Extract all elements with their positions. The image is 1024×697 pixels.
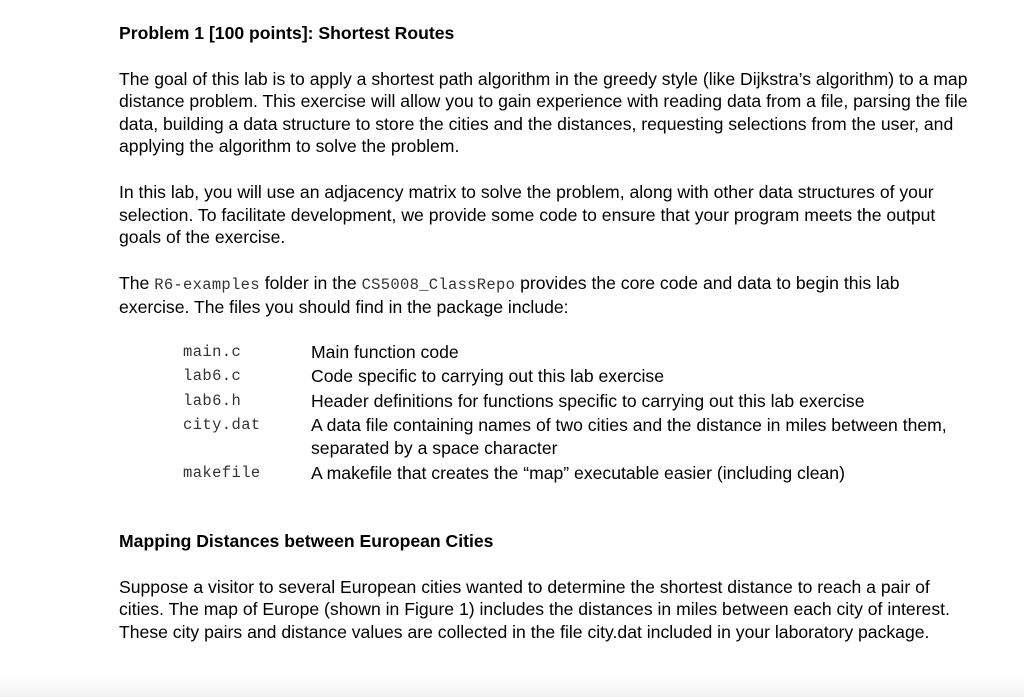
file-description: A data file containing names of two cities and the distance in miles between them, separated by a space character: [311, 415, 947, 459]
bottom-shadow: [0, 675, 1024, 697]
section-heading: Mapping Distances between European Cities: [119, 530, 494, 551]
file-description: Main function code: [311, 341, 459, 362]
file-name: main.c: [183, 342, 242, 361]
package-paragraph: [119, 272, 969, 319]
file-list: [183, 341, 969, 485]
visitor-paragraph: Suppose a visitor to several European cities wanted to determine the shortest distance to reach a pair of cities. The map of Europe (shown in Figure 1) includes the distances in miles between each city of interest. These city pairs and distance values are collected in the file city.dat included in your laboratory package.: [119, 576, 950, 642]
file-name: city.dat: [183, 416, 261, 435]
adjacency-paragraph: In this lab, you will use an adjacency matrix to solve the problem, along with other data structures of your selection. To facilitate development, we provide some code to ensure that your program meets the output goals of the exercise.: [119, 181, 936, 248]
file-name: lab6.h: [183, 391, 242, 410]
package-prefix: The: [119, 272, 155, 293]
problem-heading: Problem 1 [100 points]: Shortest Routes: [119, 23, 455, 43]
repo-name: CS5008_ClassRepo: [361, 275, 516, 294]
document-page: [119, 22, 969, 643]
file-description: Code specific to carrying out this lab exercise: [311, 366, 665, 387]
file-name: makefile: [183, 463, 261, 482]
intro-paragraph: The goal of this lab is to apply a shortest path algorithm in the greedy style (like Dijkstra’s algorithm) to a map distance problem. This exercise will allow you to gain experience with reading data from a file, parsing the file data, building a data structure to store the cities and the distances, requesting selections from the user, and applying the algorithm to solve the problem.: [119, 68, 968, 157]
file-description: A makefile that creates the “map” executable easier (including clean): [311, 462, 845, 483]
file-name: lab6.c: [183, 367, 242, 386]
file-description: Header definitions for functions specific to carrying out this lab exercise: [311, 390, 865, 411]
package-suffix: provides the core code and data to begin this lab exercise. The files you should find in the package include:: [119, 272, 900, 318]
folder-name: R6-examples: [154, 275, 260, 294]
package-middle: folder in the: [259, 272, 362, 293]
